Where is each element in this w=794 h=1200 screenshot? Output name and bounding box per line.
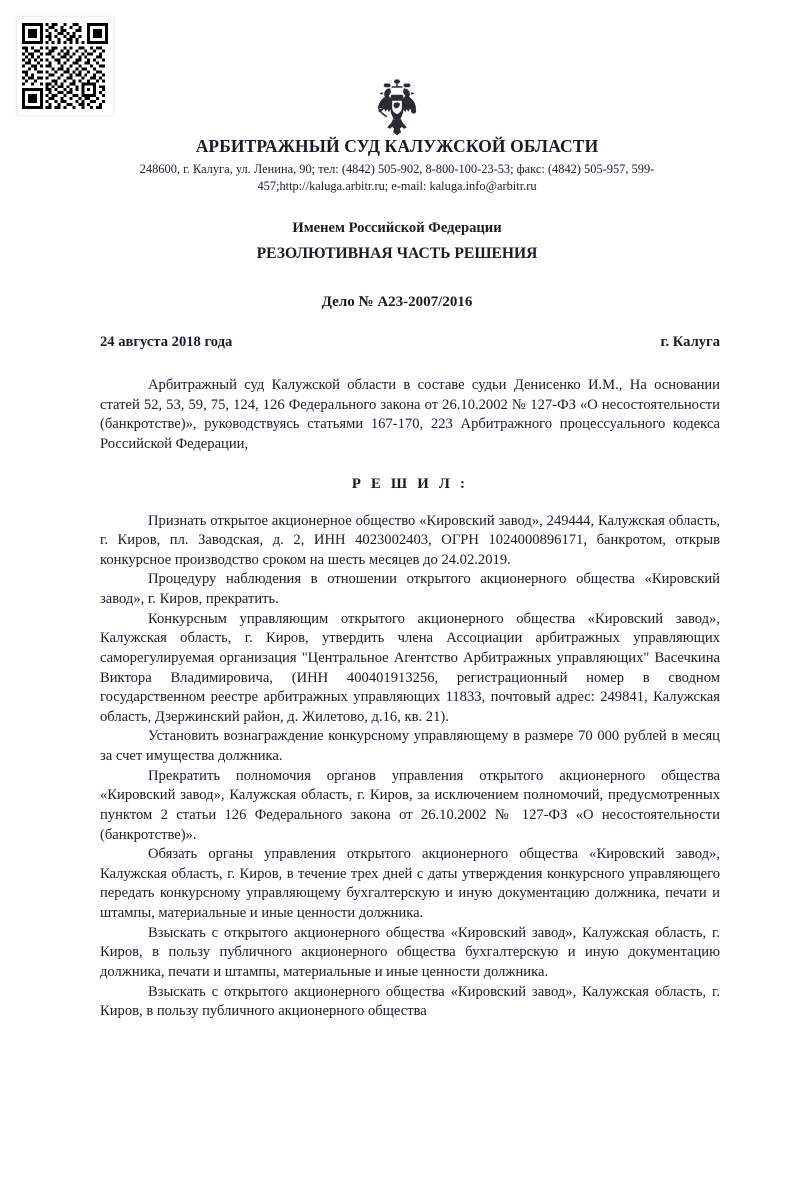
decision-city: г. Калуга <box>660 334 720 350</box>
court-name: АРБИТРАЖНЫЙ СУД КАЛУЖСКОЙ ОБЛАСТИ <box>195 136 599 156</box>
page-title: РЕЗОЛЮТИВНАЯ ЧАСТЬ РЕШЕНИЯ <box>256 244 538 262</box>
decision-paragraph: Процедуру наблюдения в отношении открытого акционерного общества «Кировский завод», г. Киров, прекратить. <box>100 571 720 607</box>
russian-coat-of-arms-icon <box>0 78 794 136</box>
court-header <box>60 136 734 195</box>
preamble-paragraph: Арбитражный суд Калужской области в составе судьи Денисенко И.М., На основании статей 52, 53, 59, 75, 124, 126 Федерального закона от 26.10.2002 № 127-ФЗ «О несостоятельности (банкротстве)», руководствуясь статьями 167-170, 223 Арбитражного процессуального кодекса Российской Федерации, <box>100 377 720 452</box>
decision-paragraph: Обязать органы управления открытого акционерного общества «Кировский завод», Калужская область, г. Киров, в течение трех дней с даты утверждения конкурсного управляющего передать конкурсному управляющему бухгалтерскую и иную документацию должника, печати и штампы, материальные и иные ценности должника. <box>100 846 720 921</box>
decision-paragraph: Взыскать с открытого акционерного общества «Кировский завод», Калужская область, г. Киров, в пользу публичного акционерного общества бухгалтерскую и иную документацию должника, печати и штампы, материальные и иные ценности должника. <box>100 924 720 980</box>
document-title-block <box>60 218 734 311</box>
decision-paragraph: Установить вознаграждение конкурсному управляющему в размере 70 000 рублей в месяц за счет имущества должника. <box>100 728 720 764</box>
decision-paragraph: Признать открытое акционерное общество «Кировский завод», 249444, Калужская область, г. Киров, пл. Заводская, д. 2, ИНН 4023002403, ОГРН 1024000896171, банкротом, открыв конкурсное производство сроком на шесть месяцев до 24.02.2019. <box>100 512 720 568</box>
federation-line: Именем Российской Федерации <box>292 220 502 236</box>
document-body <box>100 376 720 1022</box>
case-number: Дело № А23-2007/2016 <box>321 294 473 311</box>
decision-paragraph: Конкурсным управляющим открытого акционерного общества «Кировский завод», Калужская область, г. Киров, утвердить члена Ассоциации арбитражных управляющих саморегулируемая организация "Центральное Агентство Арбитражных управляющих" Васечкина Виктора Владимировича, (ИНН 400401913256, регистрационный номер в сводном государственном реестре арбитражных управляющих 11833, почтовый адрес: 249841, Калужская область, Дзержинский район, д. Жилетово, д.16, кв. 21). <box>100 610 720 725</box>
decision-paragraph: Взыскать с открытого акционерного общества «Кировский завод», Калужская область, г. Киров, в пользу публичного акционерного общества <box>100 983 720 1020</box>
court-contacts: 248600, г. Калуга, ул. Ленина, 90; тел: (4842) 505-902, 8-800-100-23-53; факс: (4842) 505-957, 599-457;http://kaluga.arbitr.ru; e-mail: kaluga.info@arbitr.ru <box>139 161 655 193</box>
dateline <box>100 334 720 351</box>
decision-date: 24 августа 2018 года <box>100 334 233 350</box>
resolved-heading: Р Е Ш И Л : <box>351 475 469 492</box>
decision-paragraph: Прекратить полномочия органов управления открытого акционерного общества «Кировский завод», Калужская область, г. Киров, за исключением полномочий, предусмотренных пунктом 2 статьи 126 Федерального закона от 26.10.2002 № 127-ФЗ «О несостоятельности (банкротстве)». <box>100 767 720 843</box>
